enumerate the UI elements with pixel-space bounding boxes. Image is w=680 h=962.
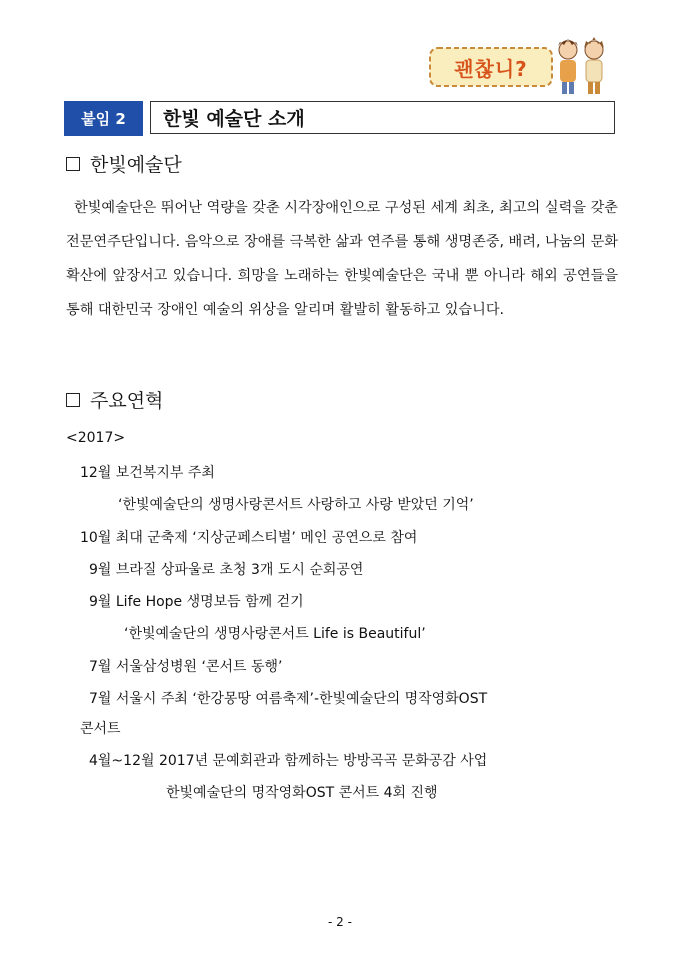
section-title-text: 주요연혁 [90,390,164,412]
intro-paragraph: 한빛예술단은 뛰어난 역량을 갖춘 시각장애인으로 구성된 세계 최초, 최고의 실력을 갖춘 전문연주단입니다. 음악으로 장애를 극복한 삶과 연주를 통해 생명존중, 배려, 나눔의 문화 확산에 앞장서고 있습니다. 희망을 노래하는 한빛예술단은 국내 뿐 아니라 해외 공연들을 통해 대한민국 장애인 예술의 위상을 알리며 활발히 활동하고 있습니다. [66,200,619,318]
history-line: 7월 서울삼성병원 ‘콘서트 동행’ [89,659,283,675]
attachment-badge: 붙임 2 [64,101,143,136]
history-line: 한빛예술단의 명작영화OST 콘서트 4회 진행 [166,785,438,801]
history-line: 콘서트 [80,721,121,737]
logo [428,36,614,96]
history-line: 7월 서울시 주최 ‘한강몽땅 여름축제’-한빛예술단의 명작영화OST [89,691,488,707]
section-title-hanbit [66,150,182,177]
history-line: 4월~12월 2017년 문예회관과 함께하는 방방곡곡 문화공감 사업 [89,753,488,769]
history-line: 9월 브라질 상파울로 초청 3개 도시 순회공연 [89,562,364,578]
page-title: 한빛 예술단 소개 [150,101,615,134]
history-line: 10월 최대 군축제 ‘지상군페스티벌’ 메인 공연으로 참여 [80,530,418,546]
year-label: <2017> [66,430,126,446]
section-title-text: 한빛예술단 [90,154,182,176]
checkbox-square-icon [66,393,80,407]
history-line: ‘한빛예술단의 생명사랑콘서트 Life is Beautiful’ [124,626,426,642]
section-title-history [66,386,163,413]
history-line: ‘한빛예술단의 생명사랑콘서트 사랑하고 사랑 받았던 기억’ [118,497,474,513]
history-line: 12월 보건복지부 주최 [80,465,215,481]
history-line: 9월 Life Hope 생명보듬 함께 걷기 [89,594,304,610]
page-header [64,101,617,136]
checkbox-square-icon [66,157,80,171]
page-number: - 2 - [328,915,352,929]
logo-text: 괜찮니? [454,56,528,81]
